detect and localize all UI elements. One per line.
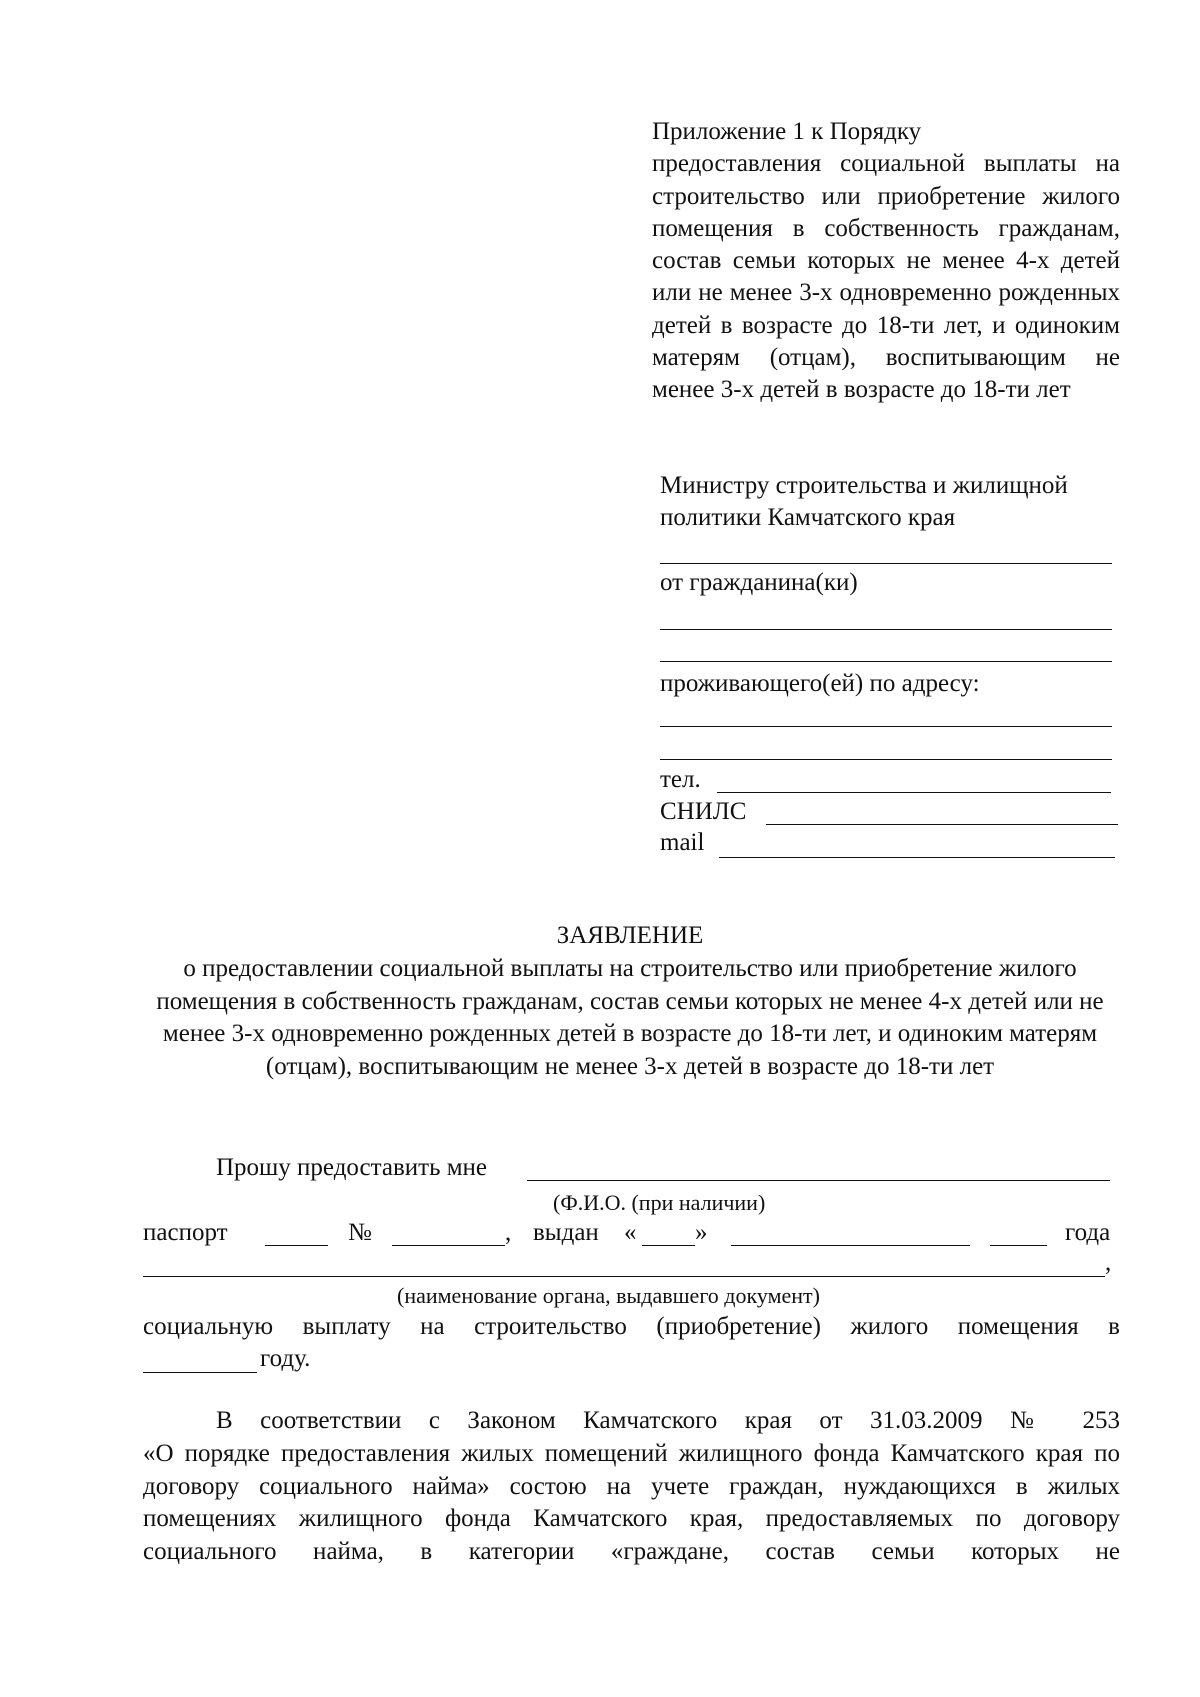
recipient-name-blank[interactable] bbox=[660, 563, 1112, 564]
phone-label: тел. bbox=[660, 766, 701, 793]
day-quote-open: « bbox=[624, 1219, 637, 1246]
law-paragraph-first-line: В соответствии с Законом Камчатского края от 31.03.2009 № 253 bbox=[216, 1407, 1120, 1434]
snils-blank[interactable] bbox=[766, 824, 1118, 825]
address-blank-1[interactable] bbox=[660, 726, 1112, 727]
snils-label: СНИЛС bbox=[660, 798, 747, 825]
citizen-name-blank-2[interactable] bbox=[660, 661, 1112, 662]
appendix-first-line: Приложение 1 к Порядку bbox=[652, 118, 922, 145]
payment-text: социальную выплату на строительство (приобретение) жилого помещения в bbox=[143, 1313, 1120, 1340]
address-blank-2[interactable] bbox=[660, 759, 1112, 760]
citizen-name-blank-1[interactable] bbox=[660, 629, 1112, 630]
appendix-last-line: менее 3-х детей в возрасте до 18-ти лет bbox=[652, 376, 1071, 404]
fio-blank[interactable] bbox=[527, 1180, 1110, 1181]
from-citizen-label: от гражданина(ки) bbox=[660, 569, 858, 596]
phone-blank[interactable] bbox=[717, 792, 1111, 793]
statement-subtitle: о предоставлении социальной выплаты на строительство или приобретение жилого помещения в собственность гражданам, состав семьи которых не менее 4-х детей или не менее 3-х одновременно рожденных детей в возрасте до 18-ти лет, и одиноким матерям (отцам), воспитывающим не менее 3-х детей в возрасте до 18-ти лет bbox=[156, 955, 1104, 1080]
number-sign: № bbox=[348, 1219, 372, 1246]
addressee-line-2: политики Камчатского края bbox=[660, 504, 956, 531]
day-quote-close: » bbox=[695, 1219, 708, 1246]
issuer-hint: (наименование органа, выдавшего документ) bbox=[397, 1283, 820, 1308]
appendix-body: предоставления социальной выплаты на строительство или приобретение жилого помещения в собственность гражданам, состав семьи которых не менее 4-х детей или не менее 3-х одновременно рожденных детей в возрасте до 18-ти лет, и одиноким матерям (отцам), воспитывающим не bbox=[652, 150, 1120, 372]
payment-year-blank[interactable] bbox=[143, 1372, 257, 1373]
issued-label: выдан bbox=[533, 1219, 599, 1246]
address-label: проживающего(ей) по адресу: bbox=[660, 670, 980, 697]
passport-label: паспорт bbox=[143, 1219, 228, 1246]
issue-year-blank[interactable] bbox=[990, 1245, 1047, 1246]
passport-number-blank[interactable] bbox=[392, 1245, 505, 1246]
number-comma: , bbox=[505, 1219, 512, 1246]
issue-month-blank[interactable] bbox=[731, 1245, 970, 1246]
statement-title: ЗАЯВЛЕНИЕ bbox=[556, 922, 704, 949]
mail-label: mail bbox=[660, 829, 705, 856]
law-paragraph-body: «О порядке предоставления жилых помещений жилищного фонда Камчатского края по договору социального найма» состою на учете граждан, нуждающихся в жилых помещениях жилищного фонда Камчатского края, предоставляемых по договору социального найма, в категории «граждане, состав семьи которых не bbox=[143, 1440, 1120, 1565]
passport-series-blank[interactable] bbox=[265, 1245, 328, 1246]
mail-blank[interactable] bbox=[719, 857, 1115, 858]
request-label: Прошу предоставить мне bbox=[216, 1154, 488, 1181]
issuer-blank[interactable] bbox=[143, 1276, 1105, 1277]
issue-day-blank[interactable] bbox=[642, 1245, 695, 1246]
issuer-comma: , bbox=[1105, 1249, 1112, 1276]
addressee-line-1: Министру строительства и жилищной bbox=[660, 472, 1068, 499]
year-label: года bbox=[1065, 1219, 1111, 1246]
fio-hint: (Ф.И.О. (при наличии) bbox=[553, 1190, 766, 1215]
payment-year-suffix: году. bbox=[260, 1345, 311, 1372]
appendix-header bbox=[652, 116, 1120, 407]
addressee-block bbox=[660, 470, 1120, 534]
